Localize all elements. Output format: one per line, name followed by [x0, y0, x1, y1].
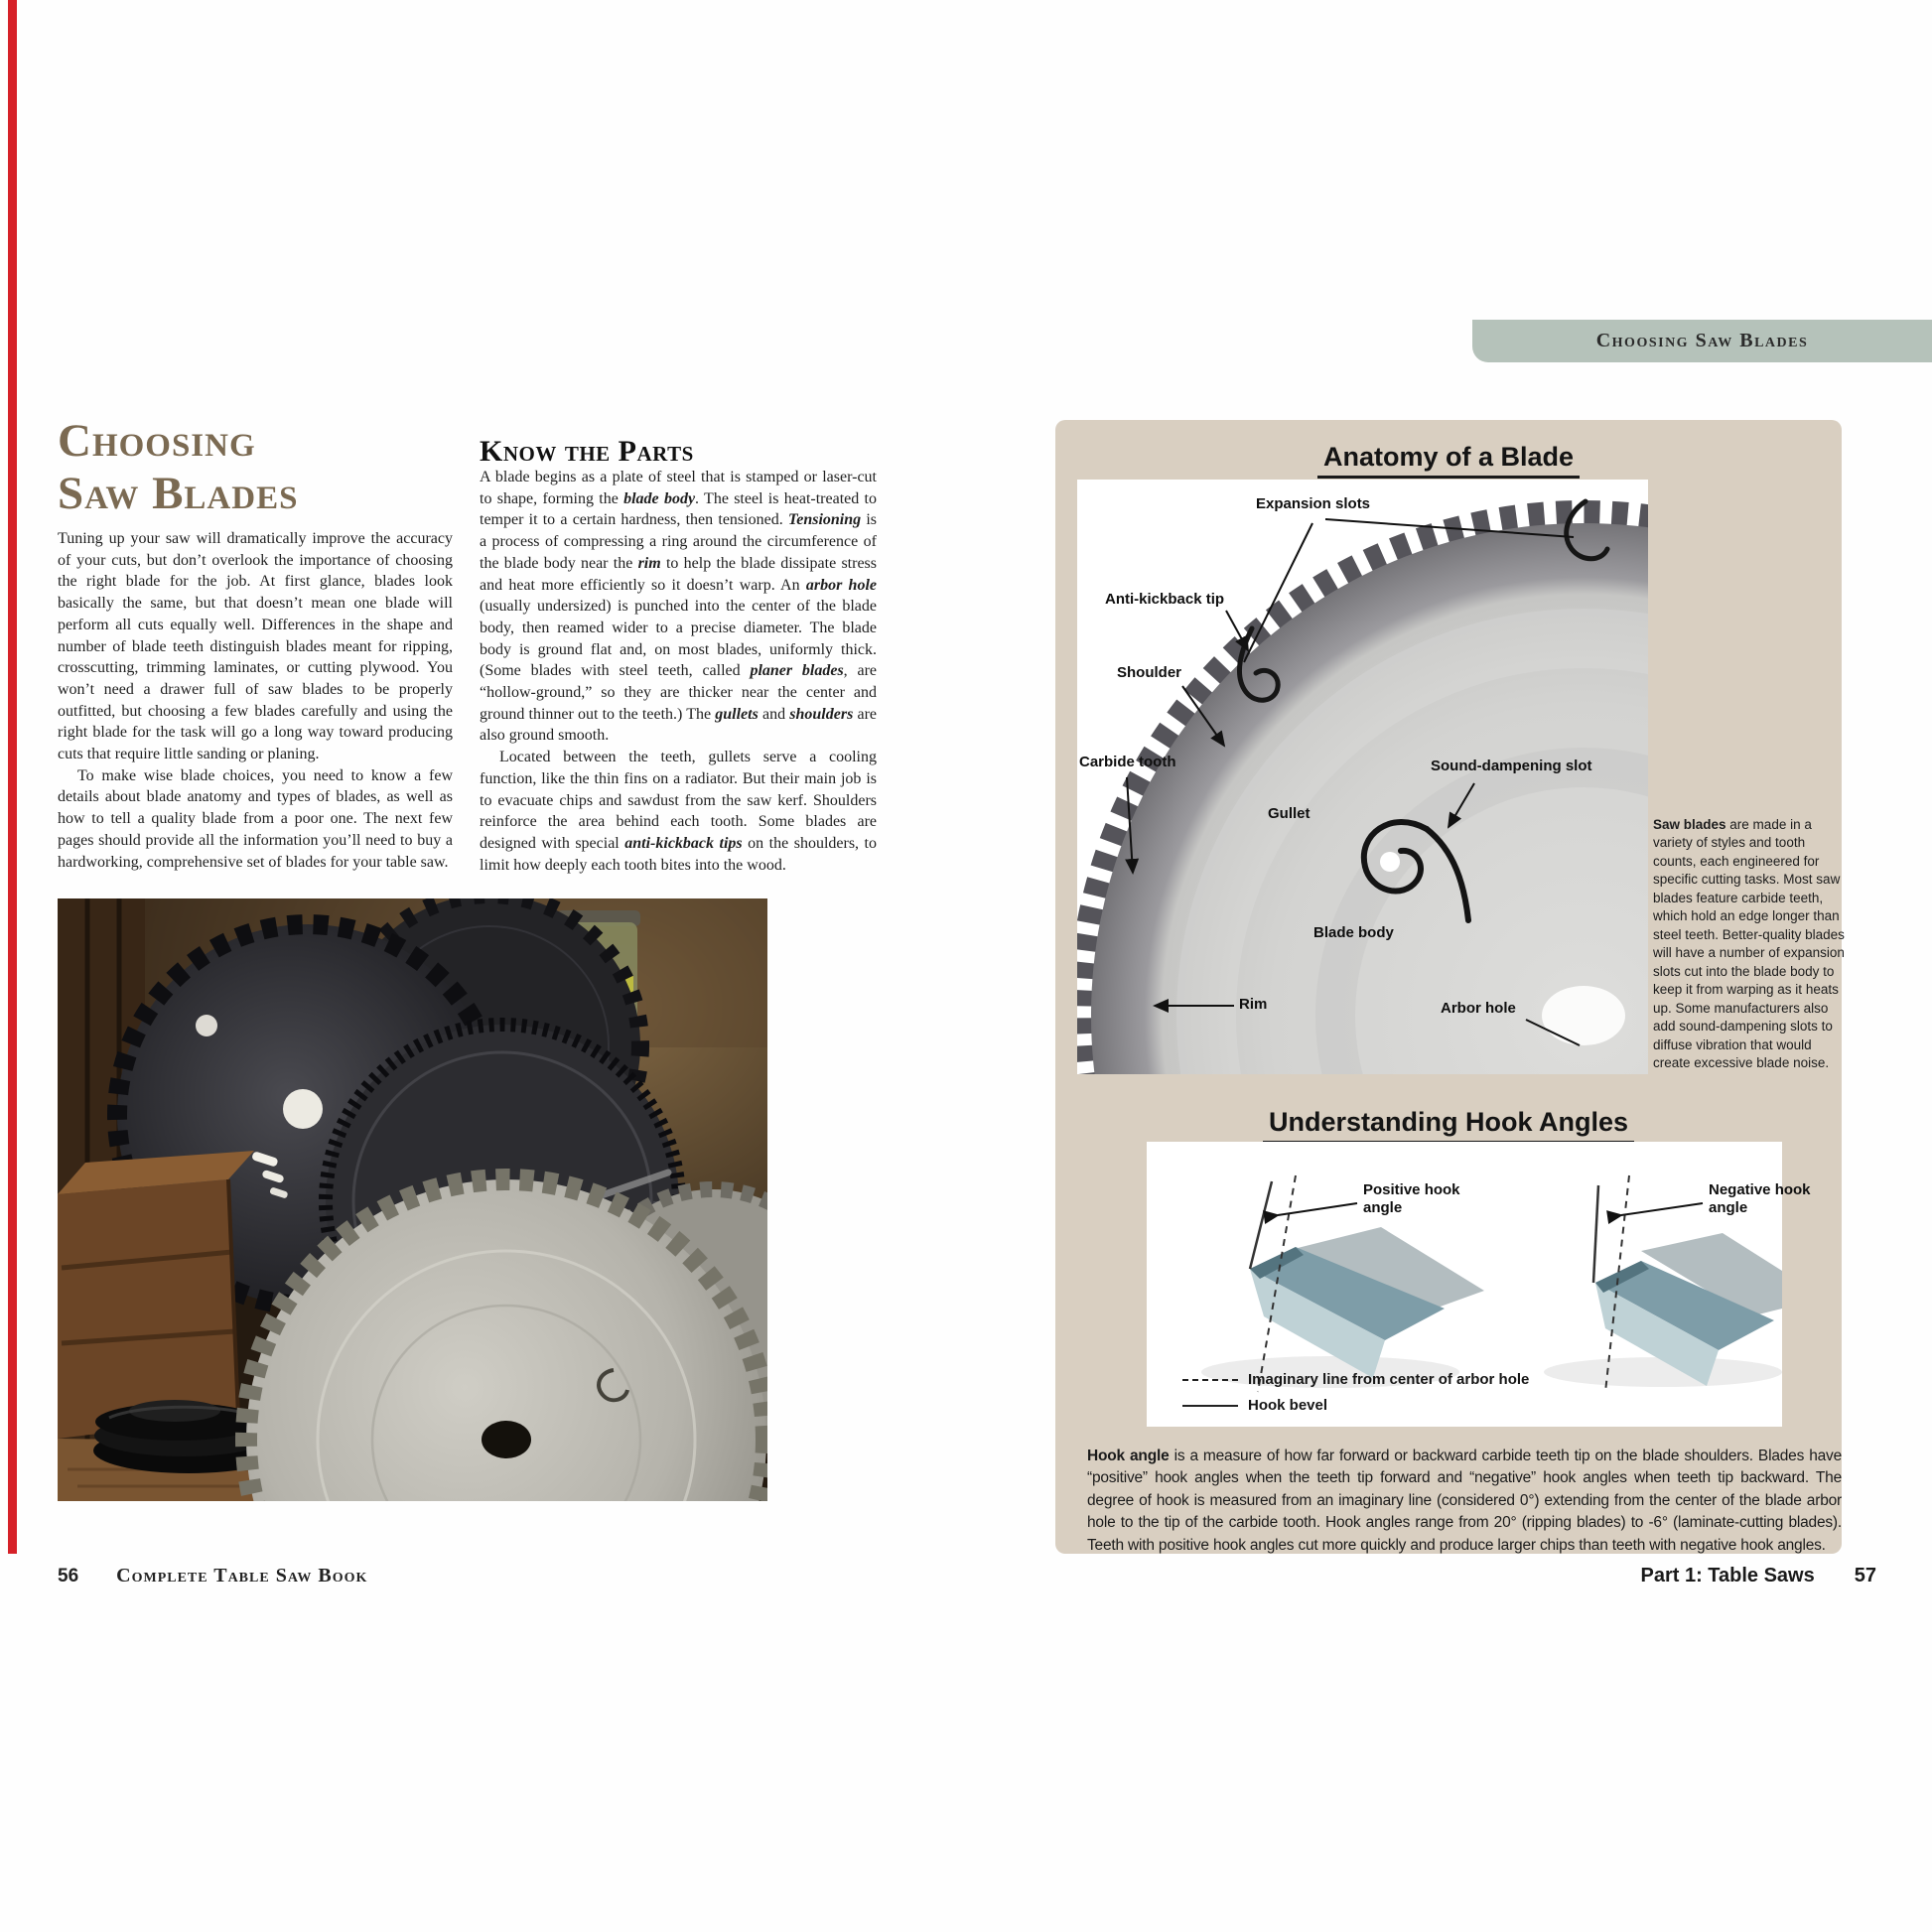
hook-angles-title: Understanding Hook Angles — [1055, 1107, 1842, 1144]
hook-angle-diagram — [1147, 1142, 1811, 1427]
chapter-intro — [58, 528, 453, 873]
label-shoulder: Shoulder — [1117, 664, 1182, 681]
anatomy-sidebar-text: Saw blades are made in a variety of styles and tooth counts, each engineered for specific cutting tasks. Most saw blades feature carbide teeth, which hold an edge longer than steel teeth. Better-quality blades will have a number of expansion slots cut into the blade body to keep it from warping as it heats up. Some manufacturers also add sound-dampening slots to diffuse vibration that would create excessive blade noise. — [1653, 816, 1845, 1070]
anatomy-blade-art — [1077, 480, 1648, 1074]
anatomy-diagram — [1077, 480, 1648, 1074]
chapter-title-line2: Saw Blades — [58, 468, 299, 519]
hook-angle-caption: Hook angle is a measure of how far forward or backward carbide teeth tip on the blade shoulders. Blades have “positive” hook angles when the teeth tip forward and “negative” hook angles when teeth tip backward. The degree of hook is measured from an imaginary line (considered 0°) extending from the center of the blade arbor hole to the tip of the carbide tooth. Hook angles range from 20° (ripping blades) to -6° (laminate-cutting blades). Teeth with positive hook angles cut more quickly and produce larger chips than teeth with negative hook angles. — [1087, 1447, 1843, 1554]
label-rim: Rim — [1239, 996, 1268, 1013]
intro-paragraph: To make wise blade choices, you need to know a few details about blade anatomy and types of blades, as well as how to tell a quality blade from a poor one. The next few pages should provide all the information you’ll need to buy a hardworking, comprehensive set of blades for your table saw. — [58, 766, 453, 871]
intro-paragraph: Tuning up your saw will dramatically improve the accuracy of your cuts, but don’t overlook the importance of choosing the right blade for the job. At first glance, blades look basically the same, but that doesn’t mean one blade will perform all cuts equally well. Differences in the shape and number of blade teeth distinguish blades meant for ripping, crosscutting, trimming laminates, or cutting plywood. You won’t need a drawer full of saw blades to be properly outfitted, but choosing a few blades carefully and using the right blade for the task will go a long way toward producing cuts that require little sanding or planing. — [58, 530, 453, 763]
label-arbor-hole: Arbor hole — [1441, 1000, 1516, 1017]
running-header — [1472, 320, 1932, 362]
label-negative-hook-angle: Negative hook angle — [1709, 1181, 1811, 1216]
label-expansion-slots: Expansion slots — [1256, 495, 1371, 512]
left-page-footer — [58, 1565, 367, 1587]
book-title: Complete Table Saw Book — [116, 1565, 368, 1587]
section-heading: Know the Parts — [480, 435, 694, 468]
right-page-footer — [1640, 1565, 1876, 1587]
info-panel — [1055, 420, 1845, 1554]
label-anti-kickback-tip: Anti-kickback tip — [1105, 591, 1225, 608]
label-blade-body: Blade body — [1313, 924, 1394, 941]
section-body — [480, 467, 877, 876]
saw-blades-photo-art — [58, 898, 767, 1501]
legend-hook-bevel — [1182, 1397, 1327, 1414]
legend-label: Hook bevel — [1248, 1397, 1328, 1414]
page-number: 57 — [1854, 1565, 1876, 1587]
solid-line-key — [1182, 1405, 1238, 1407]
saw-blades-photo — [58, 898, 767, 1501]
section-paragraph: Located between the teeth, gullets serve a cooling function, like the thin fins on a radiator. But their main job is to evacuate chips and sawdust from the saw kerf. Shoulders reinforce the area behind each tooth. Some blades are designed with special anti-kickback tips on the shoulders, to limit how deeply each tooth bites into the wood. — [480, 749, 877, 874]
page-edge-marker — [8, 0, 17, 1554]
page-number: 56 — [58, 1566, 79, 1587]
dashed-line-key — [1182, 1379, 1238, 1381]
arbor-hole-shape — [1542, 986, 1625, 1045]
wooden-crate — [58, 1151, 254, 1439]
label-sound-dampening-slot: Sound-dampening slot — [1431, 758, 1592, 774]
section-paragraph: A blade begins as a plate of steel that is stamped or laser-cut to shape, forming the blade body. The steel is heat-treated to temper it to a certain hardness, then tensioned. Tensioning is a process of compressing a ring around the circumference of the blade body near the rim to help the blade dissipate stress and heat more efficiently so it doesn’t warp. An arbor hole (usually undersized) is punched into the center of the blade body, then reamed wider to a precise diameter. The blade body is ground flat and, on most blades, uniformly thick. (Some blades with steel teeth, called planer blades, are “hollow-ground,” so they are thicker near the center and ground thinner out to the teeth.) The gullets and shoulders are also ground smooth. — [480, 469, 878, 745]
label-carbide-tooth: Carbide tooth — [1079, 754, 1176, 770]
chapter-title-line1: Choosing — [58, 415, 256, 467]
label-gullet: Gullet — [1268, 805, 1311, 822]
section-title: Part 1: Table Saws — [1640, 1565, 1815, 1587]
legend-imaginary-line — [1182, 1371, 1529, 1388]
legend-label: Imaginary line from center of arbor hole — [1248, 1371, 1530, 1388]
running-header-text: Choosing Saw Blades — [1595, 330, 1809, 351]
label-positive-hook-angle: Positive hook angle — [1363, 1181, 1460, 1216]
chapter-title — [58, 415, 475, 520]
anatomy-title: Anatomy of a Blade — [1055, 442, 1842, 479]
